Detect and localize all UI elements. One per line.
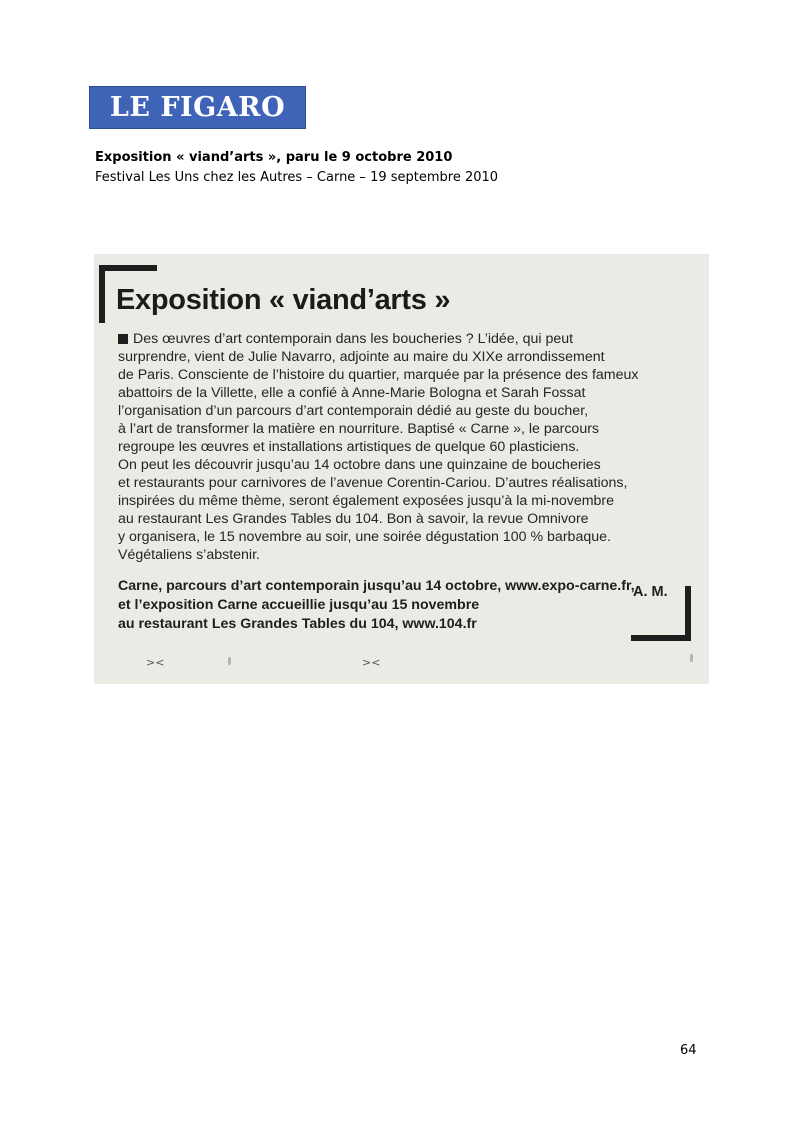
article-body xyxy=(118,330,678,564)
info-line: et l’exposition Carne accueillie jusqu’au 15 novembre xyxy=(118,597,480,613)
info-line: Carne, parcours d’art contemporain jusqu’au 14 octobre, www.expo-carne.fr, xyxy=(118,578,635,594)
article-line: et restaurants pour carnivores de l’avenue Corentin-Cariou. D’autres réalisations, xyxy=(118,475,628,491)
article-line: y organisera, le 15 novembre au soir, une soirée dégustation 100 % barbaque. xyxy=(118,529,611,545)
paper-speck xyxy=(228,657,231,665)
newspaper-clipping xyxy=(94,254,709,684)
article-headline: Exposition « viand’arts » xyxy=(116,284,451,316)
article-line: au restaurant Les Grandes Tables du 104. Bon à savoir, la revue Omnivore xyxy=(118,511,589,527)
le-figaro-logo xyxy=(89,86,306,129)
page-number: 64 xyxy=(680,1043,697,1058)
article-line: Végétaliens s’abstenir. xyxy=(118,547,260,563)
article-line: regroupe les œuvres et installations artistiques de quelque 60 plasticiens. xyxy=(118,439,580,455)
cut-mark-icon: >< xyxy=(362,656,381,669)
caption-subtitle: Festival Les Uns chez les Autres – Carne – 19 septembre 2010 xyxy=(95,170,499,185)
article-line: abattoirs de la Villette, elle a confié à Anne-Marie Bologna et Sarah Fossat xyxy=(118,385,586,401)
article-line: surprendre, vient de Julie Navarro, adjointe au maire du XIXe arrondissement xyxy=(118,349,605,365)
article-line: à l’art de transformer la matière en nourriture. Baptisé « Carne », le parcours xyxy=(118,421,600,437)
info-line: au restaurant Les Grandes Tables du 104, www.104.fr xyxy=(118,616,477,632)
logo-text: LE FIGARO xyxy=(109,92,286,123)
bullet-square-icon xyxy=(118,334,128,344)
article-line: On peut les découvrir jusqu’au 14 octobre dans une quinzaine de boucheries xyxy=(118,457,601,473)
article-line: inspirées du même thème, seront également exposées jusqu’à la mi-novembre xyxy=(118,493,615,509)
article-info xyxy=(118,577,635,634)
article-line: Des œuvres d’art contemporain dans les boucheries ? L’idée, qui peut xyxy=(118,330,678,348)
paper-speck xyxy=(690,654,693,662)
caption-title: Exposition « viand’arts », paru le 9 octobre 2010 xyxy=(95,150,453,165)
article-line: l’organisation d’un parcours d’art contemporain dédié au geste du boucher, xyxy=(118,403,589,419)
cut-mark-icon: >< xyxy=(146,656,165,669)
article-line: de Paris. Consciente de l’histoire du quartier, marquée par la présence des fameux xyxy=(118,367,639,383)
article-author: A. M. xyxy=(633,584,668,600)
